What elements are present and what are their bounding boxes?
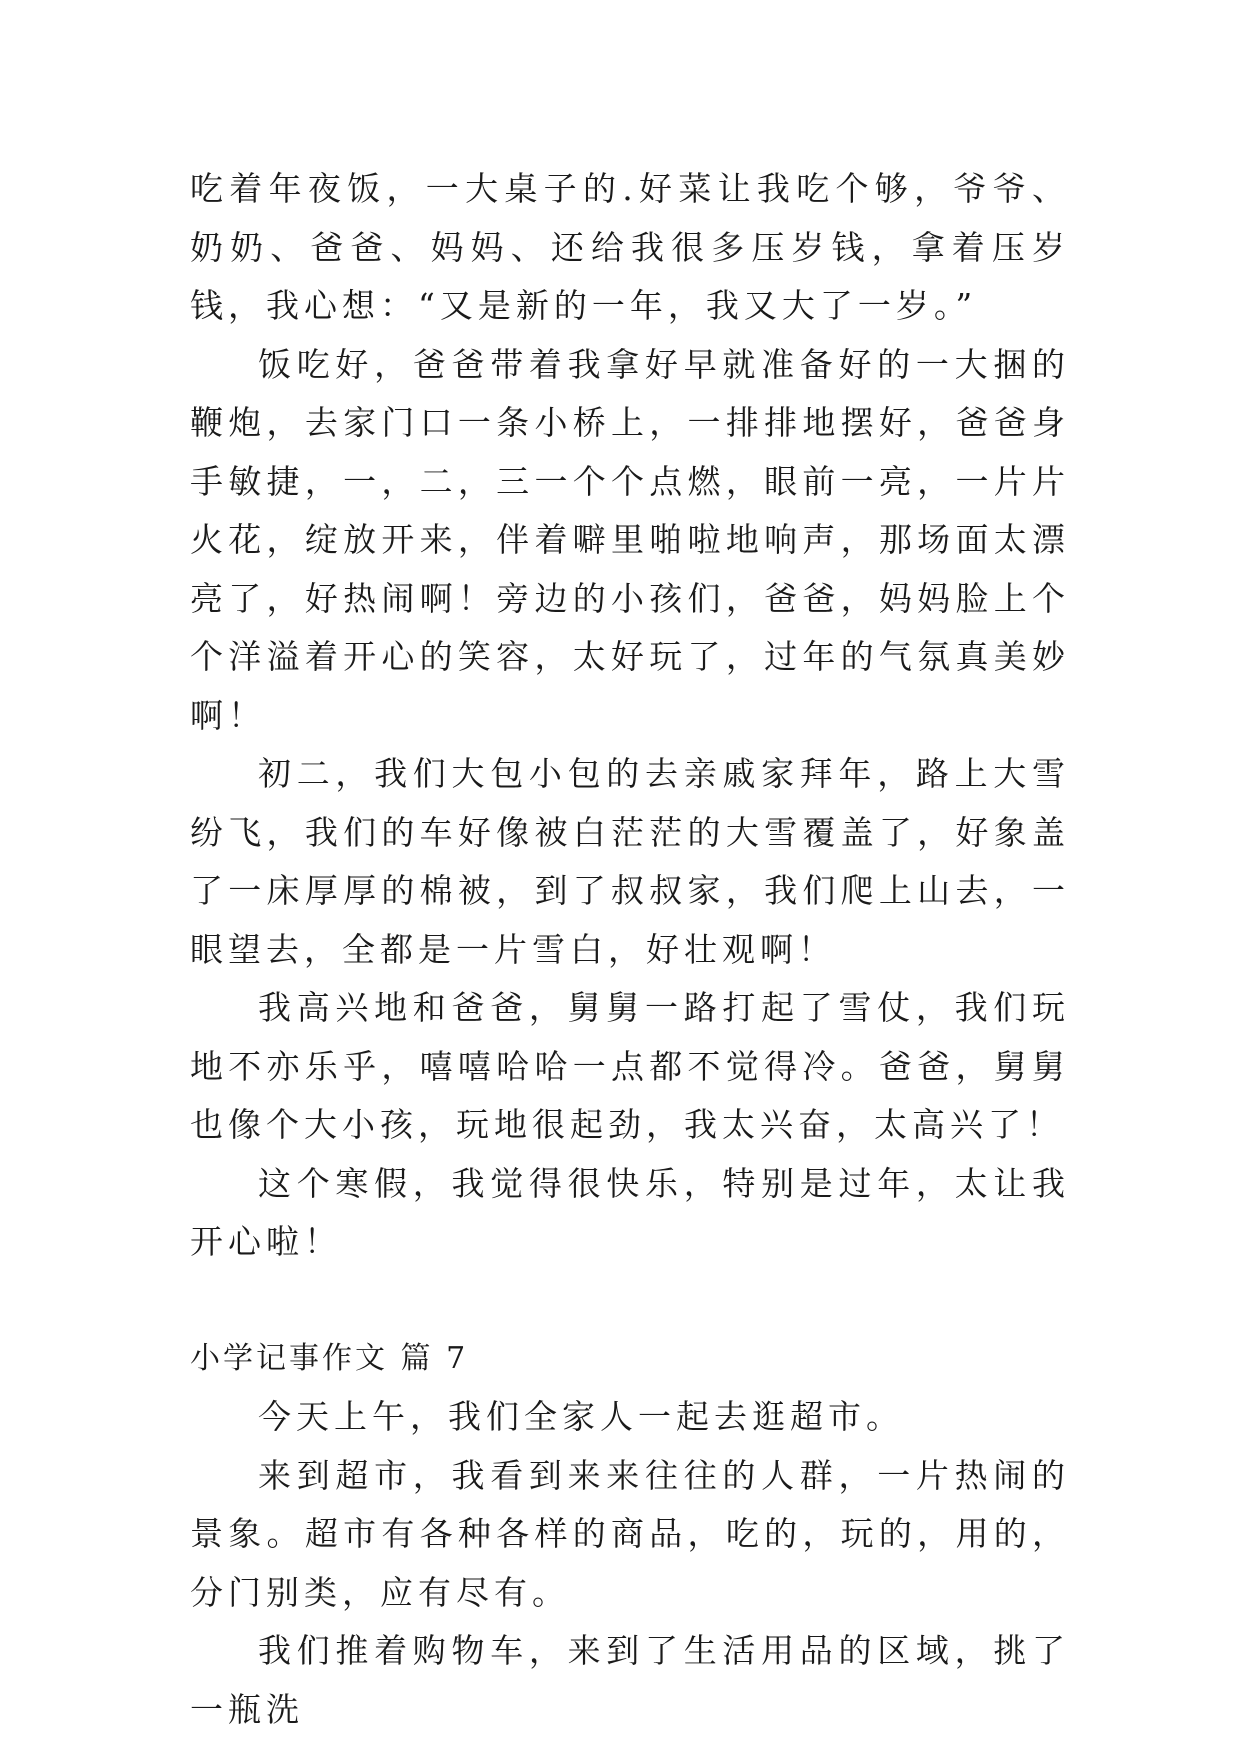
section-spacer	[190, 1272, 1070, 1330]
paragraph-1: 吃着年夜饭，一大桌子的.好菜让我吃个够，爷爷、奶奶、爸爸、妈妈、还给我很多压岁钱，拿着压岁钱，我心想：“又是新的一年，我又大了一岁。”	[190, 169, 1070, 325]
paragraph-5: 这个寒假，我觉得很快乐，特别是过年，太让我开心啦！	[190, 1163, 1070, 1261]
paragraph-8: 我们推着购物车，来到了生活用品的区域，挑了一瓶洗	[190, 1631, 1070, 1729]
paragraph-6: 今天上午，我们全家人一起去逛超市。	[258, 1397, 904, 1436]
paragraph-4: 我高兴地和爸爸，舅舅一路打起了雪仗，我们玩地不亦乐乎，嘻嘻哈哈一点都不觉得冷。爸爸，舅舅也像个大小孩，玩地很起劲，我太兴奋，太高兴了！	[190, 988, 1070, 1144]
document-body	[190, 160, 1070, 1739]
paragraph-2: 饭吃好，爸爸带着我拿好早就准备好的一大捆的鞭炮，去家门口一条小桥上，一排排地摆好，爸爸身手敏捷，一，二，三一个个点燃，眼前一亮，一片片火花，绽放开来，伴着噼里啪啦地响声，那场面太漂亮了，好热闹啊！旁边的小孩们，爸爸，妈妈脸上个个洋溢着开心的笑容，太好玩了，过年的气氛真美妙啊！	[190, 344, 1070, 735]
paragraph-7: 来到超市，我看到来来往往的人群，一片热闹的景象。超市有各种各样的商品，吃的，玩的，用的，分门别类，应有尽有。	[190, 1455, 1070, 1612]
paragraph-3: 初二，我们大包小包的去亲戚家拜年，路上大雪纷飞，我们的车好像被白茫茫的大雪覆盖了，好象盖了一床厚厚的棉被，到了叔叔家，我们爬上山去，一眼望去，全都是一片雪白，好壮观啊！	[190, 754, 1070, 969]
section-title: 小学记事作文 篇 7	[190, 1340, 469, 1376]
